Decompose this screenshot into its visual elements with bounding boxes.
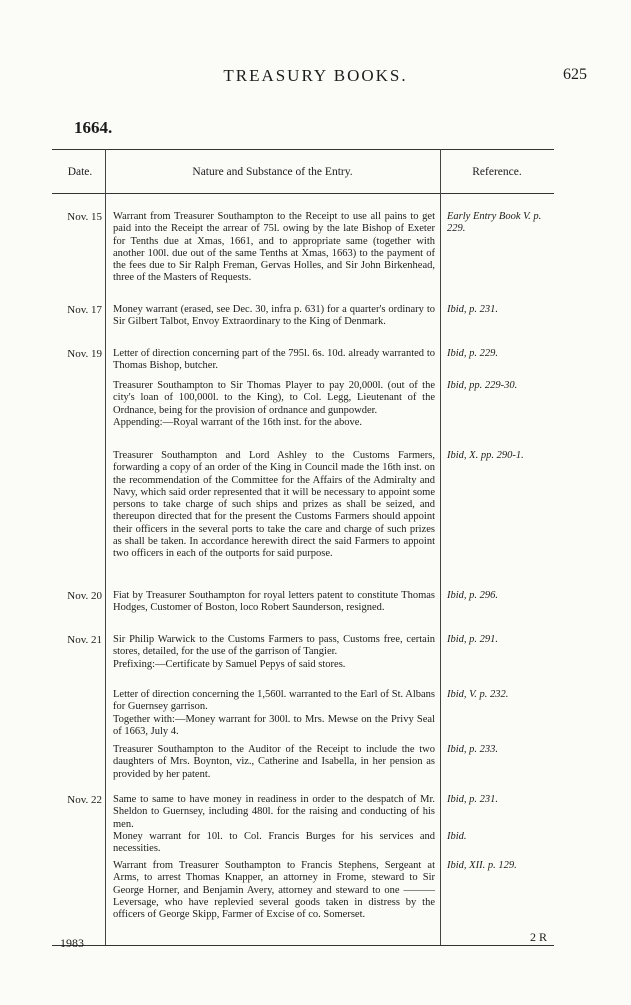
entry-text <box>113 634 435 671</box>
column-header-reference: Reference. <box>472 166 522 178</box>
entry-text: Same to same to have money in readiness in order to the despatch of Mr. Sheldon to Guernsey, including 480l. for the raising and conducting of his men. <box>113 794 435 830</box>
entry-reference: Ibid, p. 291. <box>447 634 499 645</box>
entry-reference: Ibid, p. 296. <box>447 590 499 601</box>
entry-reference: Ibid, V. p. 232. <box>447 689 509 700</box>
entry-date: Nov. 15 <box>67 211 102 223</box>
entry-text: Money warrant (erased, see Dec. 30, infra p. 631) for a quarter's ordinary to Sir Gilbert Talbot, Envoy Extraordinary to the King of Denmark. <box>113 304 435 328</box>
column-header-nature: Nature and Substance of the Entry. <box>192 166 353 178</box>
table-top-rule <box>52 149 554 150</box>
entry-main-text: Sir Philip Warwick to the Customs Farmers to pass, Customs free, certain stores, detailed, for the use of the garrison of Tangier. <box>113 634 435 658</box>
entry-reference: Ibid, p. 231. <box>447 794 499 805</box>
entry-text: Warrant from Treasurer Southampton to Francis Stephens, Sergeant at Arms, to arrest Thomas Knapper, an attorney in Frome, steward to Sir George Horner, and Benjamin Avery, attorney and steward to one ——— Leversage, who have replevied several goods taken in distress by the officers of George Skipp, Farmer of Excise of co. Somerset. <box>113 860 435 921</box>
entry-reference: Ibid, p. 233. <box>447 744 499 755</box>
footer-signature-mark: 2 R <box>530 930 548 944</box>
running-header-title: TREASURY BOOKS. <box>223 66 408 85</box>
entry-text <box>113 689 435 738</box>
column-rule-1 <box>105 149 106 945</box>
entry-date: Nov. 21 <box>67 634 102 646</box>
entry-reference: Ibid, pp. 229-30. <box>447 380 518 391</box>
entry-date: Nov. 17 <box>67 304 102 316</box>
table-bottom-rule <box>52 945 554 946</box>
entry-text: Fiat by Treasurer Southampton for royal letters patent to constitute Thomas Hodges, Customer of Boston, loco Robert Saunderson, resigned. <box>113 590 435 614</box>
entry-main-text: Letter of direction concerning the 1,560l. warranted to the Earl of St. Albans for Guernsey garrison. <box>113 689 435 713</box>
entry-reference: Ibid, p. 231. <box>447 304 499 315</box>
entry-reference: Early Entry Book V. p. 229. <box>447 211 542 235</box>
entry-appended-text: Together with:—Money warrant for 300l. to Mrs. Mewse on the Privy Seal of 1663, July 4. <box>113 713 435 737</box>
entry-text: Warrant from Treasurer Southampton to the Receipt to use all pains to get paid into the Receipt the arrear of 75l. owing by the late Bishop of Exeter for Tenths due at Xmas, 1661, and to appropriate same (together with another 100l. due out of the same Tenths at Xmas, 1663) to the payment of the fees due to Sir Ralph Freman, Gervas Holles, and Sir John Birkenhead, three of the Masters of Requests. <box>113 211 435 284</box>
entry-text: Treasurer Southampton and Lord Ashley to the Customs Farmers, forwarding a copy of an order of the King in Council made the 16th inst. on the recommendation of the Committee for the Affairs of the Admiralty and Navy, which said order represented that it will be necessary to appoint some persons to take charge of such ships and prizes as shall be seized, and thereupon directed that for the present the Customs Farmers should appoint their officers in the several ports to take the care and charge of such prizes as shall be taken. In accordance herewith direct the said Farmers to appoint two officers in each of the outports for said purpose. <box>113 450 435 560</box>
entry-reference: Ibid, XII. p. 129. <box>447 860 517 871</box>
entry-text <box>113 380 435 429</box>
entry-main-text: Treasurer Southampton to Sir Thomas Player to pay 20,000l. (out of the city's loan of 100,000l. to the King), to Col. Legg, Lieutenant of the Ordnance, being for the provision of ordnance and gunpowder. <box>113 380 435 416</box>
column-rule-2 <box>440 149 441 945</box>
entry-date: Nov. 19 <box>67 348 102 360</box>
entry-text: Treasurer Southampton to the Auditor of the Receipt to include the two daughters of Mrs. Boynton, viz., Catherine and Isabella, in her pension as provided by her patent. <box>113 744 435 780</box>
entry-appended-text: Prefixing:—Certificate by Samuel Pepys of said stores. <box>113 658 346 670</box>
entry-reference: Ibid. <box>447 831 467 842</box>
entry-reference: Ibid, p. 229. <box>447 348 499 359</box>
year-heading: 1664. <box>74 118 113 137</box>
entry-appended-text: Appending:—Royal warrant of the 16th inst. for the above. <box>113 416 363 428</box>
table-header-rule <box>52 193 554 194</box>
footer-signature-number: 1983 <box>60 936 84 950</box>
entry-text: Letter of direction concerning part of the 795l. 6s. 10d. already warranted to Thomas Bishop, butcher. <box>113 348 435 372</box>
entry-date: Nov. 20 <box>67 590 102 602</box>
entry-text: Money warrant for 10l. to Col. Francis Burges for his services and necessities. <box>113 831 435 855</box>
column-header-date: Date. <box>67 166 93 178</box>
entry-date: Nov. 22 <box>67 794 102 806</box>
page-number: 625 <box>563 66 587 83</box>
entry-reference: Ibid, X. pp. 290-1. <box>447 450 524 461</box>
